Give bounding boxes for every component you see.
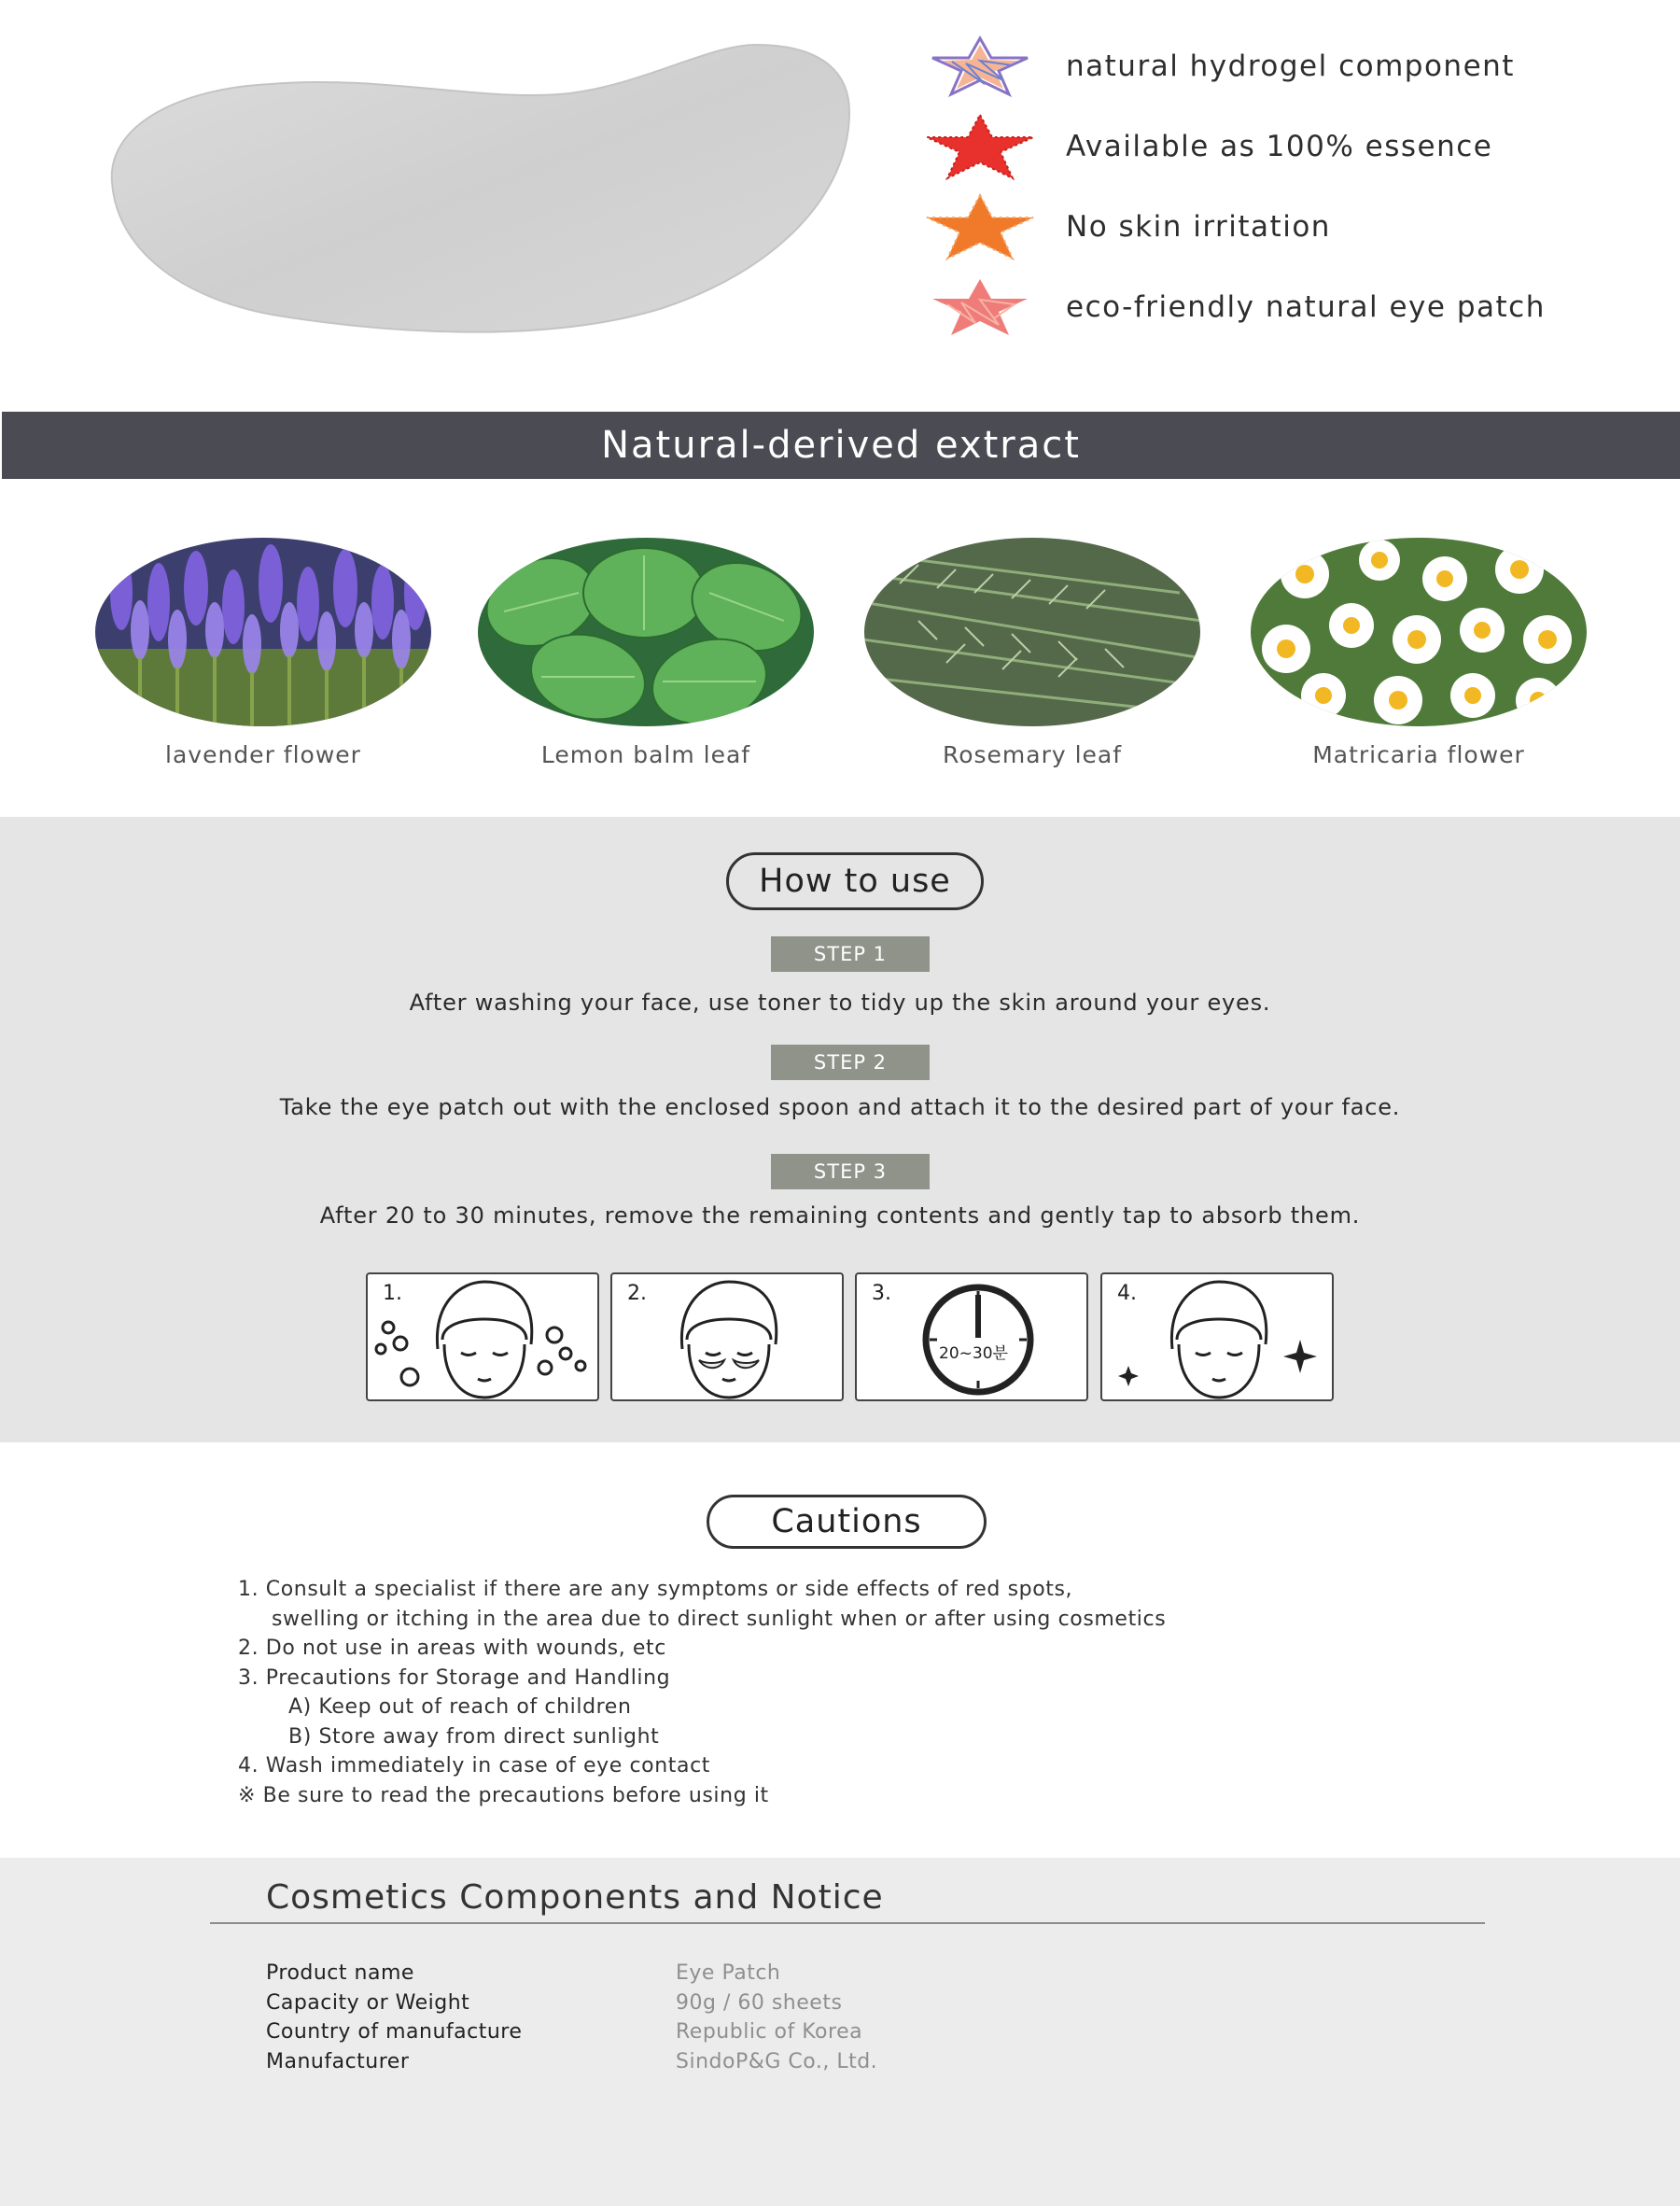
notice-value: 90g / 60 sheets bbox=[676, 1990, 843, 2015]
caution-item: swelling or itching in the area due to direct sunlight when or after using cosmetics bbox=[272, 1607, 1167, 1631]
star-icon bbox=[924, 33, 1036, 100]
table-row bbox=[266, 2047, 877, 2077]
step-illustration-2 bbox=[610, 1272, 844, 1401]
feature-label: eco-friendly natural eye patch bbox=[1066, 290, 1546, 324]
lemon-balm-image bbox=[476, 537, 816, 728]
notice-table bbox=[266, 1959, 877, 2076]
extract-item-lavender bbox=[91, 537, 436, 768]
feature-label: No skin irritation bbox=[1066, 210, 1331, 244]
step-text: After 20 to 30 minutes, remove the remaining contents and gently tap to absorb them. bbox=[319, 1202, 1361, 1229]
caution-item: 3. Precautions for Storage and Handling bbox=[238, 1665, 671, 1690]
rosemary-image bbox=[862, 537, 1202, 728]
step-illustration-number: 4. bbox=[1117, 1282, 1137, 1305]
feature-item bbox=[924, 187, 1652, 267]
caution-item: ※ Be sure to read the precautions before using it bbox=[238, 1783, 769, 1807]
step-text: After washing your face, use toner to tidy up the skin around your eyes. bbox=[409, 990, 1271, 1016]
extract-item-lemon-balm bbox=[473, 537, 819, 768]
caution-list bbox=[238, 1575, 1451, 1810]
extract-item-matricaria bbox=[1246, 537, 1591, 768]
caution-item: 4. Wash immediately in case of eye contact bbox=[238, 1754, 710, 1777]
step-illustration-number: 1. bbox=[383, 1282, 402, 1305]
caution-item: 2. Do not use in areas with wounds, etc bbox=[238, 1637, 666, 1660]
feature-label: natural hydrogel component bbox=[1066, 49, 1515, 83]
extract-title: Natural-derived extract bbox=[601, 424, 1081, 467]
cautions-title: Cautions bbox=[707, 1495, 987, 1549]
feature-item bbox=[924, 26, 1652, 106]
star-icon bbox=[924, 274, 1036, 341]
caution-item: B) Store away from direct sunlight bbox=[288, 1724, 660, 1749]
eye-patch-image bbox=[103, 37, 868, 345]
feature-list bbox=[924, 26, 1652, 347]
notice-key: Product name bbox=[266, 1961, 414, 1986]
table-row bbox=[266, 1959, 877, 1988]
notice-key: Capacity or Weight bbox=[266, 1990, 470, 2015]
notice-section bbox=[0, 1858, 1680, 2206]
notice-key: Country of manufacture bbox=[266, 2020, 523, 2044]
how-to-use-section bbox=[0, 817, 1680, 1442]
notice-value: Eye Patch bbox=[676, 1961, 781, 1986]
extract-banner bbox=[2, 412, 1680, 479]
step-illustration-number: 3. bbox=[872, 1282, 891, 1305]
step-text: Take the eye patch out with the enclosed spoon and attach it to the desired part of your face. bbox=[279, 1094, 1401, 1120]
notice-key: Manufacturer bbox=[266, 2049, 410, 2073]
notice-divider bbox=[210, 1922, 1485, 1924]
extract-label: Lemon balm leaf bbox=[540, 741, 751, 768]
step-badge: STEP 3 bbox=[771, 1154, 930, 1189]
extract-item-rosemary bbox=[860, 537, 1205, 768]
caution-item: A) Keep out of reach of children bbox=[288, 1695, 632, 1719]
step-badge: STEP 2 bbox=[771, 1045, 930, 1080]
feature-label: Available as 100% essence bbox=[1066, 130, 1493, 163]
caution-item: 1. Consult a specialist if there are any symptoms or side effects of red spots, bbox=[238, 1578, 1073, 1601]
notice-value: Republic of Korea bbox=[676, 2020, 863, 2044]
clock-time-label: 20~30분 bbox=[939, 1344, 1008, 1363]
matricaria-image bbox=[1249, 537, 1589, 728]
step-illustration-4 bbox=[1100, 1272, 1334, 1401]
extracts-section bbox=[0, 479, 1680, 817]
step-badge: STEP 1 bbox=[771, 936, 930, 972]
feature-item bbox=[924, 267, 1652, 347]
how-to-use-title: How to use bbox=[726, 852, 984, 910]
lavender-image bbox=[93, 537, 433, 728]
star-icon bbox=[924, 113, 1036, 180]
feature-item bbox=[924, 106, 1652, 187]
step-illustration-3 bbox=[855, 1272, 1088, 1401]
step-illustration-number: 2. bbox=[627, 1282, 647, 1305]
table-row bbox=[266, 1988, 877, 2018]
star-icon bbox=[924, 193, 1036, 260]
extract-label: lavender flower bbox=[165, 741, 361, 768]
features-section bbox=[0, 0, 1680, 411]
notice-value: SindoP&G Co., Ltd. bbox=[676, 2049, 878, 2073]
cautions-section bbox=[0, 1442, 1680, 1858]
notice-title: Cosmetics Components and Notice bbox=[266, 1878, 884, 1917]
extract-label: Rosemary leaf bbox=[942, 741, 1123, 768]
extract-label: Matricaria flower bbox=[1312, 741, 1525, 768]
step-illustration-1 bbox=[366, 1272, 599, 1401]
table-row bbox=[266, 2017, 877, 2047]
